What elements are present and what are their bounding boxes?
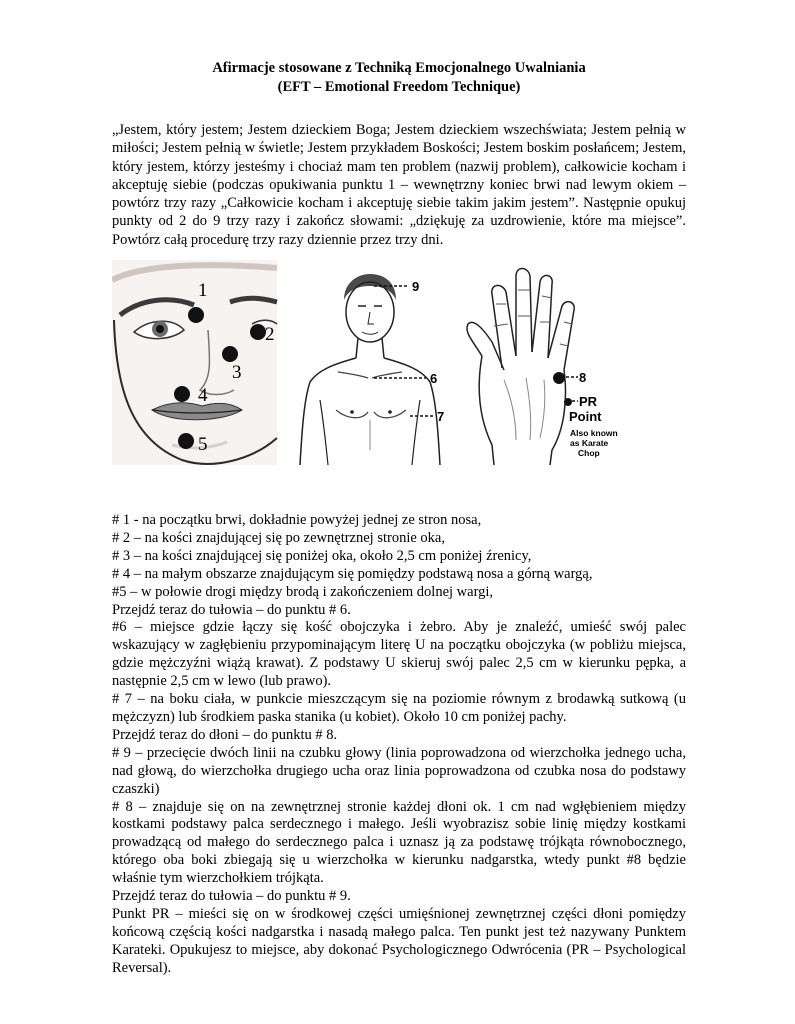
point-description: # 3 – na kości znajdującej się poniżej oka, około 2,5 cm poniżej źrenicy, — [112, 547, 532, 564]
affirmation-paragraph: „Jestem, który jestem; Jestem dzieckiem Boga; Jestem dzieckiem wszechświata; Jestem pełnią w miłości; Jestem pełnią w świetle; Jestem przykładem Boskości; Jestem boskim posłańcem; Jestem, który jestem, którzy jesteśmy i chociaż mam ten problem (nazwij problem), całkowicie kocham i akceptuję siebie (podczas opukiwania punktu 1 – wewnętrzny koniec brwi nad lewym okiem – powtórz trzy razy „Całkowicie kocham i akceptuję siebie takim jakim jestem”. Następnie opukuj punkty od 2 do 9 trzy razy i zakończ słowami: „dziękuję za uzdrowienie, które ma miejsce”. Powtórz całą procedurę trzy razy dziennie przez trzy dni. — [112, 122, 686, 248]
point-description: # 8 – znajduje się on na zewnętrznej stronie każdej dłoni ok. 1 cm nad wgłębieniem między kostkami podstawy palca serdecznego i małego. Jeśli wyobrazisz sobie linię między kostkami prowadzącą od małego do serdecznego palca i uznasz ją za podstawę trójkąta równobocznego, którego oba boki zbiegają się u wierzchołka w kierunku nadgarstka, wtedy punkt #8 będzie właśnie tym wierzchołkiem trójkąta. — [112, 798, 686, 887]
point-pr-marker — [564, 398, 572, 406]
point-description: # 9 – przecięcie dwóch linii na czubku głowy (linia poprowadzona od wierzchołka jednego ucha, nad głową, do wierzchołka drugiego ucha oraz linia poprowadzona od czubka nosa do podstawy czaszki) — [112, 744, 686, 797]
point-7-label: 7 — [437, 409, 445, 424]
point-8-marker — [553, 372, 565, 384]
point-description: # 4 – na małym obszarze znajdującym się pomiędzy podstawą nosa a górną wargą, — [112, 565, 593, 582]
point-pr-label: PR — [579, 394, 598, 409]
point-8-label: 8 — [579, 370, 587, 385]
point-5-label: 5 — [198, 434, 208, 455]
point-1-marker — [188, 307, 204, 323]
point-3-marker — [222, 346, 238, 362]
torso-drawing — [300, 274, 440, 465]
face-drawing — [112, 260, 277, 465]
point-3-label: 3 — [232, 362, 242, 383]
point-description: Przejdź teraz do tułowia – do punktu # 9. — [112, 888, 351, 905]
point-5-marker — [178, 433, 194, 449]
point-description: Punkt PR – mieści się on w środkowej części umięśnionej zewnętrznej części dłoni pomiędzy końcową częścią kości nadgarstka i nasadą małego palca. Ten punkt jest też nazywany Punktem Karateki. Opukujesz to miejsce, aby dokonać Psychologicznego Odwrócenia (PR – Psychological Reversal). — [112, 905, 686, 976]
point-description: #5 – w połowie drogi między brodą i zakończeniem dolnej wargi, — [112, 583, 494, 600]
point-4-label: 4 — [198, 385, 208, 406]
karate-chop-note-1: Also known — [570, 428, 618, 438]
point-pr-label-word: Point — [569, 409, 602, 424]
hand-tapping-points — [553, 370, 618, 458]
hand-drawing — [467, 269, 574, 466]
karate-chop-note-3: Chop — [578, 448, 600, 458]
tapping-points-illustration — [112, 260, 702, 470]
document-subtitle: (EFT – Emotional Freedom Technique) — [277, 79, 521, 95]
point-2-label: 2 — [265, 324, 275, 345]
point-description: # 2 – na kości znajdującej się po zewnętrznej stronie oka, — [112, 529, 445, 546]
point-6-label: 6 — [430, 371, 438, 386]
point-1-label: 1 — [198, 280, 208, 301]
document-title: Afirmacje stosowane z Techniką Emocjonalnego Uwalniania — [212, 60, 586, 76]
tapping-points-description — [112, 512, 686, 978]
point-2-marker — [250, 324, 266, 340]
point-9-label: 9 — [412, 279, 420, 294]
torso-tapping-guides — [374, 279, 444, 424]
point-description: Przejdź teraz do dłoni – do punktu # 8. — [112, 726, 338, 743]
karate-chop-note-2: as Karate — [570, 438, 609, 448]
point-description: # 7 – na boku ciała, w punkcie mieszczącym się na poziomie równym z brodawką sutkową (u mężczyzn) lub środkiem paska stanika (u kobiet). Około 10 cm poniżej pachy. — [112, 691, 686, 725]
point-description: Przejdź teraz do tułowia – do punktu # 6. — [112, 601, 351, 618]
point-4-marker — [174, 386, 190, 402]
point-description: # 1 - na początku brwi, dokładnie powyżej jednej ze stron nosa, — [112, 512, 482, 528]
point-description: #6 – miejsce gdzie łączy się kość obojczyka i żebro. Aby je znaleźć, umieść swój palec wskazujący w zagłębieniu przypominającym literę U na początku obojczyka (w pobliżu miejsca, gdzie mężczyźni wiążą krawat). Z podstawy U skieruj swój palec 2,5 cm w kierunku pępka, a następnie 2,5 cm w lewo (lub prawo). — [112, 619, 686, 690]
